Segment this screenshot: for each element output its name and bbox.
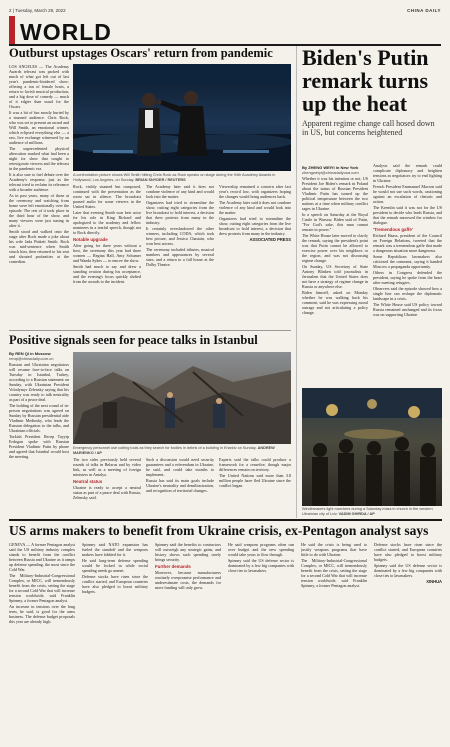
usarms-para: He said weapons programs often run over budget and the new spending would take years to flow through. [228,542,294,557]
peace-headline: Positive signals seen for peace talks in Istanbul [9,333,258,347]
biden-headline: Biden's Putin remark turns up the heat [302,45,429,116]
oscars-para: It is also sure to fuel debate over the Academy's response, just as the telecast tried to reclaim its relevance with a broader audience. [9,172,69,192]
usarms-story [9,523,442,538]
peace-caption-text: Emergency personnel use cutting tools as they search for bodies in debris of a building in Kharkiv on Sunday. [73,446,257,450]
biden-photo-scene [302,388,442,506]
oscars-column-4 [219,184,291,328]
peace-para: The two sides previously held several rounds of talks in Belarus and by video link, as well as a meeting of foreign ministers in Antalya. [73,457,141,477]
biden-para: The White House later moved to clarify the remark, saying the president's point was that Putin cannot be allowed to exercise power over his neighbors or the region, and was not discussing regime change. [302,233,368,263]
biden-para: The White House said US policy toward Russia remained unchanged and its focus was on supporting Ukraine. [373,302,442,317]
usarms-column-2 [82,542,148,740]
oscars-photo [73,64,291,171]
oscars-para: It was a bit of fun mostly buried by a stunned audience. Chris Rock, who was set to present an award and Will Smith, an emotional winner, which eclipsed everything else — a raw, live exchange witnessed by an audience of millions. [9,110,69,145]
peace-byline-name: By REN QI in Moscow [9,351,51,356]
peace-crosshead: Neutral status [73,479,103,484]
biden-byline-email: zhengweiyi@chinadailyusa.com [302,170,359,175]
divider-top-bottom [9,519,442,521]
peace-photo [73,352,291,444]
peace-para: Russia has said its main goals include Ukraine's neutrality and demilitarization, and recognition of territorial changes. [146,478,214,493]
usarms-crosshead: Further demands [155,564,191,569]
peace-story [9,333,291,347]
oscars-para: Smith stood and walked onto the stage after Rock made a joke about his wife Jada Pinkett Smith. Rock was mid-sentence when Smith struck him, then returned to his seat and shouted profanities at the comedian. [9,229,69,264]
divider-oscars-peace [9,330,291,331]
oscars-para: Smith had much to say and drew a standing ovation during his acceptance, and the evening's focus quickly shifted from the awards to the incident. [73,264,141,284]
oscars-crosshead: Notable upgrade [73,237,108,242]
biden-caption-text: Windbreakers light marchers during a Saturday mass in church in the western Ukrainian city of Lviv. [302,507,433,516]
oscars-photo-caption [73,173,291,182]
usarms-column-3 [155,542,221,740]
usarms-para: Spinney said the US defense sector is dominated by a few big companies with close ties to lawmakers. [374,563,442,578]
usarms-column-1 [9,542,75,740]
oscars-story [9,46,291,60]
oscars-para: The Academy later said it does not condone violence of any kind and would look into the matter. [219,200,291,215]
oscars-para: Viewership remained a concern after last year's record low, with organizers hoping the changes would bring audiences back. [219,184,291,199]
masthead: CHINA DAILY [407,7,441,13]
oscars-column-3 [146,184,214,328]
biden-para: Biden himself, asked on Monday whether he was walking back his comment, said he was expressing moral outrage and not articulating a policy change. [302,290,368,315]
peace-photo-credit: ANDREW MARIENKO / AP [73,446,275,455]
oscars-column-1 [9,64,69,328]
oscars-para: It certainly overshadowed the other winners, including CODA, which took best picture, and Jessica Chastain, who won best actress. [146,226,214,246]
oscars-caption-text: A confrontation picture shows Will Smith hitting Chris Rock as Rock speaks on stage during the 94th Academy Awards in Hollywood, Los Angeles, on Sunday. [73,173,276,182]
peace-column-1 [9,362,69,495]
usarms-para: An increase in tensions over the long term, he said, is good for the arms business. The defense budget proposals this year are already high. [9,604,75,624]
biden-story [302,46,442,137]
biden-para: Analysts said the remark could complicate diplomacy and heighten tensions as negotiators try to end fighting in Ukraine. [373,163,442,183]
section-accent-bar [9,16,15,44]
peace-byline-email: renqi@chinadaily.com.cn [9,356,54,361]
peace-para: Such a discussion would need security guarantees and a referendum in Ukraine, he said, and could take months to implement. [146,457,214,477]
biden-para: In a speech on Saturday at the Royal Castle in Warsaw, Biden said of Putin, "For God's sake, this man cannot remain in power." [302,212,368,232]
biden-photo [302,388,442,506]
peace-para: Ukraine is ready to accept a neutral status as part of a peace deal with Russia, Zelensky said. [73,485,141,500]
biden-subhead: Apparent regime change call hosed down in US, but concerns heightened [302,119,435,137]
biden-para: Some Republican lawmakers also criticized the comment, saying it handed Moscow a propaganda opportunity. [373,254,442,269]
peace-photo-scene [73,352,291,444]
biden-para: Richard Haass, president of the Council on Foreign Relations, tweeted that the remark was a tremendous gaffe that made a dangerous situation more dangerous. [373,233,442,253]
usarms-headline: US arms makers to benefit from Ukraine crisis, ex-Pentagon analyst says [9,523,429,538]
usarms-para: Defense stocks have risen since the conflict started, and European countries have also pledged to boost military budgets. [374,542,442,562]
peace-para: Turkish President Recep Tayyip Erdogan spoke with Russian President Vladimir Putin by phone and agreed that Istanbul would host the meeting. [9,434,69,459]
oscars-para: Organizers had tried to streamline the show, cutting eight categories from the live broadcast to hold interest, a decision that drew protests from many in the industry. [146,200,214,225]
usarms-column-4 [228,542,294,740]
biden-para: French President Emmanuel Macron said he would not use such words, cautioning against an escalation of rhetoric and action. [373,184,442,204]
usarms-para: The Military-Industrial-Congressional Complex, or MICC, will tremendously benefit from the crisis, setting the stage for a second Cold War that will increase tension worldwide, said Franklin Spinney, a former Pentagon analyst. [9,573,75,603]
biden-para: On Sunday, US Secretary of State Antony Blinken told journalists in Jerusalem that the United States does not have a strategy of regime change in Russia or anywhere else. [302,264,368,289]
oscars-photo-credit: BRIAN SNYDER / REUTERS [135,177,186,182]
oscars-para: After going for three years without a host, the ceremony this year had three women — Regina Hall, Amy Schumer and Wanda Sykes — to emcee the show. [73,243,141,263]
oscars-para: As in past years, many of those at the ceremony and watching from home were left emotionally over the episode. The rest of it took place in the third hour of the show, and many viewers were just tuning in after it. [9,193,69,228]
biden-column-2 [373,163,442,384]
oscars-para: Rock, visibly stunned but composed, continued with the presentation as the room sat in silence. The broadcast paused audio for some viewers in the United States. [73,184,141,209]
usarms-para: GENEVA — A former Pentagon analyst said the US military industry complex stands to benefit from the conflict between Russia and Ukraine as it ramps up defense spending, the most since the Cold War. [9,542,75,572]
oscars-para: The unprecedented physical altercation marked what had been a night for show that sought to reinvigorate viewers and the telecast in the pandemic era. [9,146,69,171]
section-header [9,16,441,46]
usarms-para: He said long-term defense spending would be locked in while social spending needs go unmet. [82,558,148,573]
oscars-para: Later that evening Smith won best actor for his role in King Richard and apologized to the academy and fellow nominees in a tearful speech, though not to Rock directly. [73,210,141,235]
peace-column-4 [219,457,291,517]
peace-photo-caption [73,446,291,455]
page-topbar [9,6,441,14]
peace-byline [9,351,69,361]
biden-para: Whether it was his intention or not, US President Joe Biden's remark in Poland about the status of Russian President Vladimir Putin has turned up the political temperature between the two nations at a time when military conflict rages in Ukraine. [302,176,368,211]
biden-para: The Kremlin said it was not for the US president to decide who leads Russia, and that the remark narrowed the window for dialogue. [373,205,442,225]
usarms-column-5 [301,542,367,740]
usarms-para: Spinney said NATO expansion has fueled the standoff and the weapons makers have lobbied for it. [82,542,148,557]
oscars-credit-line: ASSOCIATED PRESS [249,237,291,242]
oscars-para: The Academy later said it does not condone violence of any kind and would look into the matter. [146,184,214,199]
biden-byline-name: By ZHENG WEIYI in New York [302,165,359,170]
usarms-para: The Military-Industrial-Congressional Complex, or MICC, will tremendously benefit from the crisis, setting the stage for a second Cold War that will increase tension worldwide, said Franklin Spinney, a former Pentagon analyst. [301,558,367,588]
biden-para: Observers said the episode showed how a single line can reshape the diplomatic landscape in a crisis. [373,286,442,301]
page-date: 2 | Tuesday, March 29, 2022 [9,7,66,13]
usarms-para: Spinney said the US defense sector is dominated by a few big companies with close ties to lawmakers. [228,558,294,573]
biden-column-1 [302,176,368,384]
peace-para: Russian and Ukrainian negotiators will resume face-to-face talks on Tuesday in Istanbul, Turkey, according to a Russian statement on Sunday, with Ukrainian President Volodymyr Zelensky saying that his country was ready to talk neutrality as part of a peace deal. [9,362,69,402]
biden-byline [302,165,368,175]
biden-photo-credit: VADIM GHIRDA / AP [338,511,375,516]
biden-para: Others in Congress defended the president, saying he spoke from the heart after meeting refugees. [373,270,442,285]
usarms-para: Moreover, because manufacturers routinely overpromise performance and underestimate costs, the demands for more funding will only grow. [155,570,221,590]
biden-crosshead: 'Tremendous gaffe' [373,227,413,232]
oscars-column-2 [73,184,141,328]
usarms-para: He said the crisis is being used to justify weapons programs that have little to do with Ukraine. [301,542,367,557]
oscars-para: Organizers had tried to streamline the show, cutting eight categories from the live broadcast to hold interest, a decision that drew protests from many in the industry. [219,216,291,236]
usarms-column-6 [374,542,442,740]
usarms-credit-line: XINHUA [426,579,442,584]
section-title: WORLD [20,19,112,45]
divider-column-right [296,46,297,518]
oscars-para: The ceremony included tributes, musical numbers and appearances by several stars, and a return to a full house at the Dolby Theatre. [146,247,214,267]
peace-column-2 [73,457,141,517]
peace-para: The United Nations said more than 3.8 million people have fled Ukraine since the conflict began. [219,473,291,488]
oscars-para: LOS ANGELES — The Academy Awards telecast was packed with much of what got left out of last year's pandemic-hindered show: offering a ton of female hosts, a return to lavish musical production, and a big dose of comedy — much of it edgier than usual for the Oscars. [9,64,69,109]
oscars-photo-scene [73,64,291,171]
usarms-para: Defense stocks have risen since the conflict started, and European countries have also pledged to boost military budgets. [82,574,148,594]
peace-column-3 [146,457,214,517]
biden-photo-caption [302,507,442,517]
usarms-para: Spinney said the benefits to contractors will outweigh any strategic gains, and history shows such spending rarely brings security. [155,542,221,562]
peace-para: Experts said the talks could produce a framework for a ceasefire, though major differences remain on territory. [219,457,291,472]
oscars-headline: Outburst upstages Oscars' return from pandemic [9,46,273,60]
peace-para: The holding of the next round of in-person negotiations was agreed on Sunday by Russian presidential aide Vladimir Medinsky, who leads the Russian delegation to the talks, and Ukrainian officials. [9,403,69,433]
